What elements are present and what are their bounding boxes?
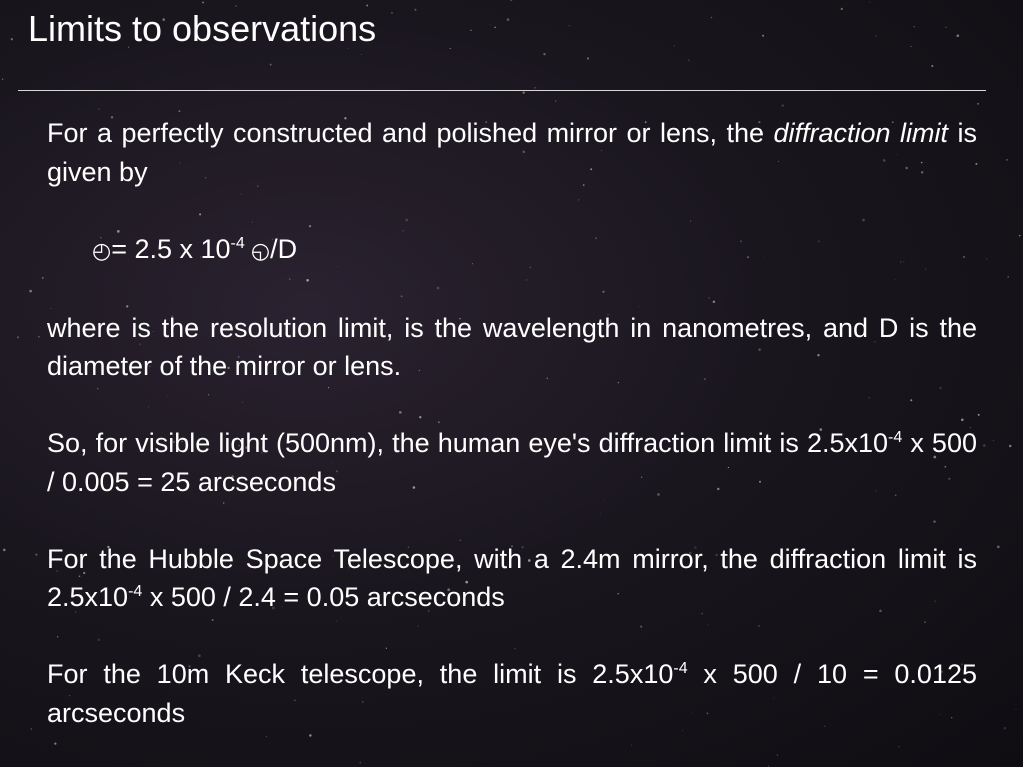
keck-exponent: -4 <box>673 660 688 677</box>
star <box>415 9 417 11</box>
hubble-result: x 500 / 2.4 = 0.05 arcseconds <box>142 582 505 612</box>
hubble-exponent: -4 <box>128 583 143 600</box>
lambda-symbol: ◵ <box>244 237 271 263</box>
star <box>309 734 311 736</box>
star <box>11 38 13 40</box>
title-divider <box>18 90 986 91</box>
star <box>270 64 272 66</box>
star <box>993 440 994 441</box>
star <box>875 35 877 37</box>
star <box>1019 235 1021 237</box>
hubble-text: For the Hubble Space Telescope, with a 2.4m mirror, the diffraction limit is 2.5x10 <box>47 543 977 612</box>
diffraction-limit-term: diffraction limit <box>773 118 949 148</box>
star <box>507 18 510 21</box>
star <box>366 5 368 7</box>
star <box>1003 727 1006 730</box>
star <box>711 17 713 19</box>
star <box>3 549 6 552</box>
star <box>978 414 980 416</box>
star <box>359 762 361 764</box>
slide-body <box>47 114 977 732</box>
star <box>17 336 19 338</box>
paragraph-keck <box>47 655 977 732</box>
star <box>569 25 570 26</box>
star <box>782 104 785 107</box>
star <box>543 53 545 55</box>
star <box>631 745 632 746</box>
star <box>38 336 39 337</box>
star <box>898 746 899 747</box>
star <box>688 59 690 61</box>
slide-title: Limits to observations <box>28 8 377 49</box>
star <box>1006 159 1008 161</box>
star <box>674 45 675 46</box>
intro-text-end: is given by <box>47 118 977 187</box>
star <box>490 24 491 25</box>
paragraph-intro <box>47 114 977 191</box>
star <box>523 91 525 93</box>
theta-symbol: ◴ <box>92 237 112 263</box>
star <box>983 444 986 447</box>
human-eye-text: So, for visible light (500nm), the human eye's diffraction limit is 2.5x10 <box>47 428 889 458</box>
star <box>945 27 946 28</box>
star <box>35 554 37 556</box>
star <box>98 108 100 110</box>
star <box>202 2 204 4</box>
star <box>777 754 779 756</box>
star <box>1007 276 1009 278</box>
star <box>494 27 496 29</box>
human-eye-result: x 500 / 0.005 = 25 arcseconds <box>47 428 977 497</box>
star <box>986 258 987 259</box>
star <box>510 0 512 1</box>
intro-text: For a perfectly constructed and polished mirror or lens, the <box>47 118 765 148</box>
star <box>587 57 589 59</box>
paragraph-human-eye <box>47 424 977 501</box>
star <box>534 87 535 88</box>
star <box>361 54 362 55</box>
star <box>1016 709 1017 710</box>
formula <box>92 230 977 271</box>
formula-tail: /D <box>270 233 298 264</box>
star <box>914 26 915 27</box>
star <box>31 728 32 729</box>
star <box>470 30 471 31</box>
star <box>1009 445 1012 448</box>
star <box>869 2 870 3</box>
keck-text: For the 10m Keck telescope, the limit is 2.5x10 <box>47 659 674 689</box>
star <box>266 736 267 737</box>
human-eye-exponent: -4 <box>888 429 903 446</box>
star <box>391 12 392 13</box>
formula-lead: = 2.5 x 10 <box>111 233 231 264</box>
star <box>654 49 655 50</box>
star <box>762 35 764 37</box>
star <box>42 277 44 279</box>
star <box>29 290 32 293</box>
star <box>54 743 56 745</box>
formula-exponent: -4 <box>230 234 245 252</box>
star <box>2 79 3 80</box>
paragraph-definitions: where is the resolution limit, is the wavelength in nanometres, and D is the diameter of the mirror or lens. <box>47 312 977 381</box>
keck-result: x 500 / 10 = 0.0125 arcseconds <box>47 659 977 728</box>
star <box>179 110 181 112</box>
star <box>997 546 1000 549</box>
star <box>957 34 960 37</box>
star <box>1008 227 1009 228</box>
star <box>931 65 933 67</box>
star <box>911 46 912 47</box>
star <box>450 48 451 49</box>
paragraph-hubble <box>47 540 977 617</box>
star <box>555 101 556 102</box>
star <box>235 5 237 7</box>
star <box>841 8 843 10</box>
star <box>977 103 979 105</box>
